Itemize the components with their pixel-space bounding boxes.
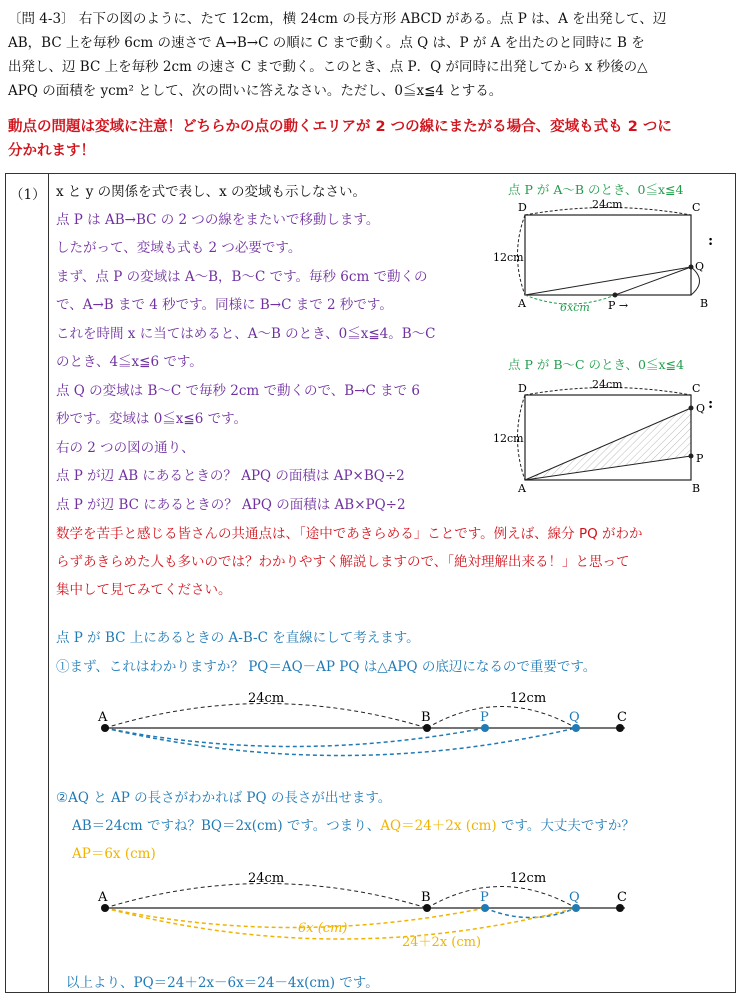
label-24cm: 24cm [248, 691, 285, 706]
arc-bq [427, 707, 576, 729]
warning-line-1: 動点の問題は変域に注意！どちらかの点の動くエリアが 2 つの線にまたがる場合、変域も式も 2 つに [8, 119, 672, 135]
conclusion: 以上より、PQ＝24＋2x－6x＝24－4x(cm) です。 [66, 975, 379, 991]
figure-2 [480, 370, 730, 495]
explain-line: 点 P は AB→BC の 2 つの線をまたいで移動します。 [56, 212, 380, 228]
label-b-2: B [692, 482, 701, 495]
explain-line: 点 Q の変域は B～C で毎秒 2cm で動くので、B→C まで 6 [56, 383, 420, 399]
arc-ab [105, 704, 427, 729]
label-12cm-2: 12cm [510, 871, 547, 886]
column-divider [48, 174, 49, 992]
label-a-2: A [518, 482, 526, 495]
explain-line: まず、点 P の変域は A～B，B～C です。毎秒 6cm で動くの [56, 269, 428, 285]
label-d: D [518, 201, 527, 214]
explain-line: で、A→B まで 4 秒です。同様に B→C まで 2 秒です。 [56, 297, 393, 313]
explain-line: 右の 2 つの図の通り、 [56, 440, 195, 456]
explain-line: 秒です。変域は 0≦x≦6 です。 [56, 411, 248, 427]
label-24cm-2: 24cm [592, 378, 623, 391]
label-p-2: P [480, 890, 489, 905]
label-b: B [421, 710, 431, 725]
blue-line-3: ②AQ と AP の長さがわかれば PQ の長さが出せます。 [56, 790, 392, 806]
explain-line: 点 P が辺 BC にあるときの？ APQ の面積は AB×PQ÷2 [56, 497, 406, 513]
point-b [423, 724, 431, 732]
label-q-2: Q [696, 402, 706, 415]
point-q [572, 724, 580, 732]
explain-line: したがって、変域も式も 2 つ必要です。 [56, 240, 302, 256]
problem-line-1: 〔問 4-3〕 右下の図のように、たて 12cm，横 24cm の長方形 ABCD がある。点 P は、A を出発して、辺 [8, 11, 667, 27]
explain-line: 点 P が辺 AB にあるときの？ APQ の面積は AP×BQ÷2 [56, 468, 405, 484]
label-p-2: P [696, 452, 704, 465]
figure-1 [480, 195, 730, 320]
label-a-2: A [98, 890, 108, 905]
number-line-2 [90, 865, 635, 965]
label-6xcm: 6xcm [560, 301, 590, 314]
label-d-2: D [518, 382, 527, 395]
encourage-line: 数学を苦手と感じる皆さんの共通点は、「途中であきらめる」ことです。例えば、線分 PQ がわか [56, 526, 643, 542]
point-a [101, 724, 109, 732]
number-line-1 [90, 685, 635, 775]
ab-tail: です。大丈夫ですか？ [496, 818, 635, 834]
point-b-2 [423, 904, 431, 912]
arc-pq [485, 908, 576, 918]
arc-ab-2 [105, 884, 427, 909]
point-p-2 [481, 904, 489, 912]
arc-bq-2 [427, 887, 576, 909]
point-p-2 [689, 454, 694, 459]
label-p: P → [608, 299, 629, 312]
label-c-2: C [692, 382, 701, 395]
label-12cm-2: 12cm [493, 432, 524, 445]
aq-text: AQ＝24＋2x (cm) [380, 818, 497, 834]
label-b-2: B [421, 890, 431, 905]
point-p [481, 724, 489, 732]
label-b: B [700, 297, 709, 310]
segment-pq [615, 267, 691, 295]
label-24-2x: 24＋2x (cm) [402, 935, 482, 950]
question-number: （1） [10, 187, 46, 203]
problem-line-2: AB，BC 上を毎秒 6cm の速さで A→B→C の順に C まで動く。点 Q は、P が A を出たのと同時に B を [8, 35, 645, 51]
blue-line-2: ①まず、これはわかりますか？ PQ＝AQ－AP PQ は△APQ の底辺になるので重要です。 [56, 659, 597, 675]
label-24cm-2: 24cm [248, 871, 285, 886]
point-q [689, 265, 694, 270]
encourage-line: らずあきらめた人も多いのでは？わかりやすく解説しますので、「絶対理解出来る！」と思って [56, 554, 630, 570]
point-q-2 [689, 406, 694, 411]
label-c: C [692, 201, 701, 214]
question-text: x と y の関係を式で表し、x の変域も示しなさい。 [56, 184, 367, 200]
label-q: Q [695, 260, 705, 273]
point-a-2 [101, 904, 109, 912]
warning-line-2: 分かれます！ [8, 143, 95, 159]
explain-line: のとき、4≦x≦6 です。 [56, 354, 203, 370]
problem-line-3: 出発し、辺 BC 上を毎秒 2cm の速さ C まで動く。このとき、点 P．Q が同時に出発してから x 秒後の△ [8, 59, 648, 75]
explain-line: これを時間 x に当てはめると、A～B のとき、0≦x≦4。B～C [56, 326, 436, 342]
blue-line-1: 点 P が BC 上にあるときの A-B-C を直線にして考えます。 [56, 630, 420, 646]
segment-aq [525, 267, 691, 295]
label-c-2: C [617, 890, 627, 905]
label-a: A [98, 710, 108, 725]
point-c [616, 724, 624, 732]
label-p: P [480, 710, 489, 725]
point-q-2 [572, 904, 580, 912]
point-p [613, 293, 618, 298]
ap-text: AP＝6x (cm) [72, 846, 156, 862]
label-12cm: 12cm [493, 251, 524, 264]
point-c-2 [616, 904, 624, 912]
label-q-2: Q [569, 890, 580, 905]
label-q: Q [569, 710, 580, 725]
label-12cm: 12cm [510, 691, 547, 706]
fig1-caption: 点 P が A～B のとき、0≦x≦4 [508, 182, 684, 197]
label-a: A [518, 297, 526, 310]
colon-mark: : [708, 233, 714, 249]
encourage-line: 集中して見てみてください。 [56, 582, 232, 598]
label-c: C [617, 710, 627, 725]
fig2-caption: 点 P が B～C のとき、0≦x≦4 [508, 357, 684, 372]
rect-abcd [525, 215, 691, 295]
ab-text: AB＝24cm ですね？BQ＝2x(cm) です。つまり、 [72, 818, 381, 834]
label-6x: 6x (cm) [298, 921, 348, 936]
label-24cm: 24cm [592, 198, 623, 211]
ab-line [72, 814, 635, 834]
problem-line-4: APQ の面積を ycm² として、次の問いに答えなさい。ただし、0≦x≦4 とする。 [8, 83, 503, 99]
colon-mark-2: : [708, 396, 714, 412]
arc-aq [105, 728, 576, 756]
